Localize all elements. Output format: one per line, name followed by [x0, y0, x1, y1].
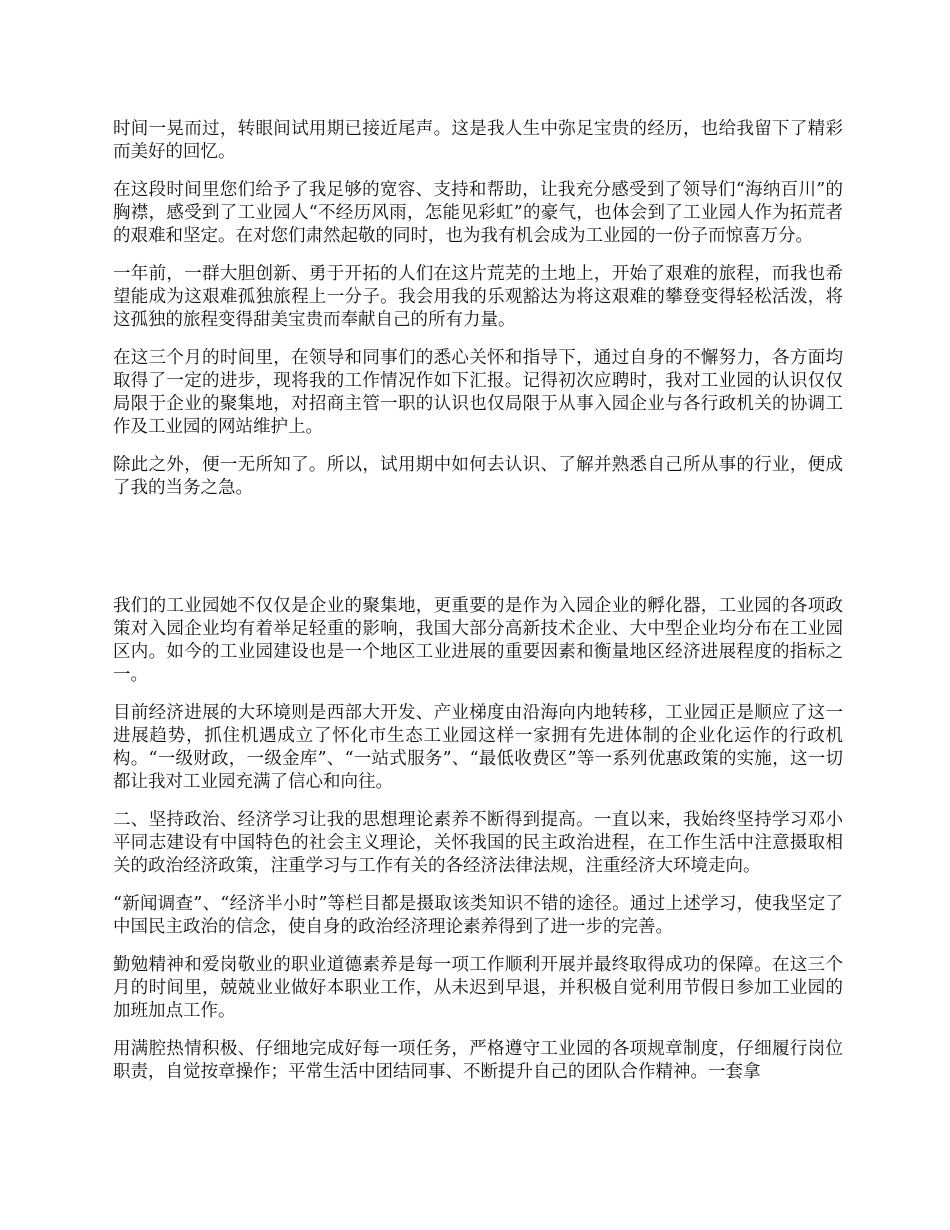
paragraph: “新闻调查”、“经济半小时”等栏目都是摄取该类知识不错的途径。通过上述学习，使我坚定了中国民主政治的信念，使自身的政治经济理论素养得到了进一步的完善。: [113, 894, 843, 937]
paragraph: 时间一晃而过，转眼间试用期已接近尾声。这是我人生中弥足宝贵的经历，也给我留下了精彩而美好的回忆。: [113, 119, 843, 162]
paragraph: 在这三个月的时间里，在领导和同事们的悉心关怀和指导下，通过自身的不懈努力，各方面均取得了一定的进步，现将我的工作情况作如下汇报。记得初次应聘时，我对工业园的认识仅仅局限于企业的聚集地，对招商主管一职的认识也仅局限于从事入园企业与各行政机关的协调工作及工业园的网站维护上。: [113, 348, 843, 437]
paragraph: 在这段时间里您们给予了我足够的宽容、支持和帮助，让我充分感受到了领导们“海纳百川”的胸襟，感受到了工业园人“不经历风雨，怎能见彩虹”的豪气，也体会到了工业园人作为拓荒者的艰难和坚定。在对您们肃然起敬的同时，也为我有机会成为工业园的一份子而惊喜万分。: [113, 180, 843, 246]
text-section-two: [113, 595, 843, 1099]
paragraph: 一年前，一群大胆创新、勇于开拓的人们在这片荒芜的土地上，开始了艰难的旅程，而我也希望能成为这艰难孤独旅程上一分子。我会用我的乐观豁达为将这艰难的攀登变得轻松活泼，将这孤独的旅程变得甜美宝贵而奉献自己的所有力量。: [113, 264, 843, 330]
paragraph: 目前经济进展的大环境则是西部大开发、产业梯度由沿海向内地转移，工业园正是顺应了这一进展趋势，抓住机遇成立了怀化市生态工业园这样一家拥有先进体制的企业化运作的行政机构。“一级财政，一级金库”、“一站式服务”、“最低收费区”等一系列优惠政策的实施，这一切都让我对工业园充满了信心和向往。: [113, 703, 843, 792]
paragraph: 勤勉精神和爱岗敬业的职业道德素养是每一项工作顺利开展并最终取得成功的保障。在这三个月的时间里，兢兢业业做好本职业工作，从未迟到早退，并积极自觉利用节假日参加工业园的加班加点工作。: [113, 955, 843, 1021]
paragraph: 二、坚持政治、经济学习让我的思想理论素养不断得到提高。一直以来，我始终坚持学习邓小平同志建设有中国特色的社会主义理论，关怀我国的民主政治进程，在工作生活中注意摄取相关的政治经济政策，注重学习与工作有关的各经济法律法规，注重经济大环境走向。: [113, 810, 843, 876]
text-section-one: [113, 118, 843, 515]
paragraph: 用满腔热情积极、仔细地完成好每一项任务，严格遵守工业园的各项规章制度，仔细履行岗位职责，自觉按章操作；平常生活中团结同事、不断提升自己的团队合作精神。一套拿: [113, 1039, 843, 1082]
paragraph: 我们的工业园她不仅仅是企业的聚集地，更重要的是作为入园企业的孵化器，工业园的各项政策对入园企业均有着举足轻重的影响，我国大部分高新技术企业、大中型企业均分布在工业园区内。如今的工业园建设也是一个地区工业进展的重要因素和衡量地区经济进展程度的指标之一。: [113, 596, 843, 685]
paragraph: 除此之外，便一无所知了。所以，试用期中如何去认识、了解并熟悉自己所从事的行业，便成了我的当务之急。: [113, 455, 843, 498]
